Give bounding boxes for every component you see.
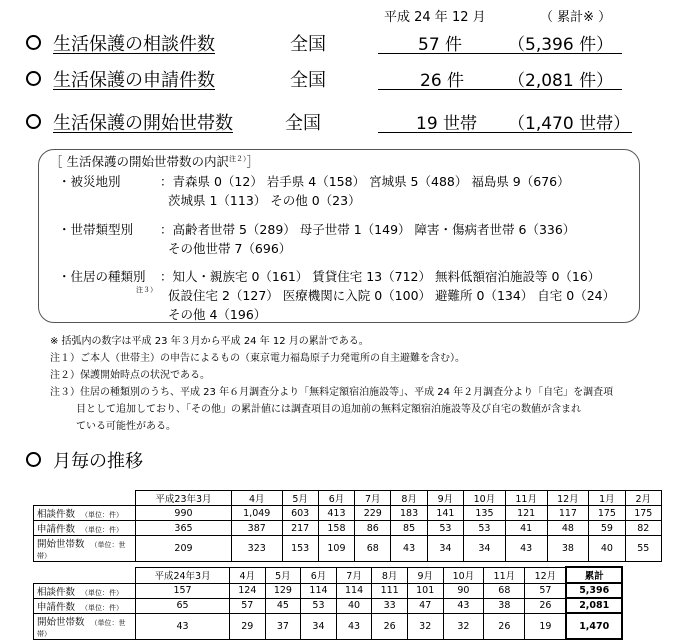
breakdown-title-text: ［ 生活保護の開始世帯数の内訳 — [50, 154, 229, 169]
household-line: その他世帯 7（696） — [168, 241, 292, 256]
summary-value-line — [378, 65, 622, 90]
table-cell: 109 — [318, 536, 354, 562]
row-label — [34, 613, 136, 639]
summary-value-line — [378, 108, 632, 133]
table-cell: 37 — [265, 613, 301, 639]
table-cell: 158 — [318, 521, 354, 536]
bullet-circle-icon — [26, 452, 41, 467]
table-cell: 43 — [505, 536, 547, 562]
table-cell: 121 — [505, 506, 547, 521]
summary-cumulative: （1,470 世帯） — [508, 114, 631, 134]
note-line: 注１）ご本人（世帯主）の申告によるもの（東京電力福島原子力発電所の自主避難を含む）。 — [50, 353, 465, 364]
table-header-cell: 1月 — [589, 491, 625, 506]
table-header-row — [34, 491, 662, 506]
table-cell: 101 — [407, 583, 443, 598]
table-cell: 323 — [231, 536, 282, 562]
disaster-label: ・被災地別 — [58, 174, 121, 189]
table-cell: 19 — [525, 613, 567, 639]
table-header-cell: 12月 — [525, 567, 567, 583]
summary-value-line — [378, 29, 622, 54]
table-cell: 43 — [136, 613, 230, 639]
table-cell: 135 — [464, 506, 506, 521]
summary-value: 57 件 — [418, 35, 463, 55]
disaster-line: ：青森県 0（12） 岩手県 4（158） 宮城県 5（488） 福島県 9（676） — [160, 174, 570, 189]
note-line: ている可能性がある。 — [76, 421, 176, 432]
table-cell: 53 — [301, 598, 337, 613]
table-cell: 59 — [589, 521, 625, 536]
table-cell: 603 — [282, 506, 318, 521]
table-cell: 183 — [391, 506, 427, 521]
breakdown-title-note: 注２） — [228, 154, 247, 163]
breakdown-title — [50, 152, 259, 170]
table-header-cell: 平成24年3月 — [136, 567, 230, 583]
note-line: ※ 括弧内の数字は平成 23 年３月から平成 24 年 12 月の累計である。 — [50, 336, 369, 347]
table-cell: 47 — [407, 598, 443, 613]
table-corner — [34, 567, 136, 583]
residence-label: ・住居の種類別 — [58, 269, 146, 284]
disaster-line: 茨城県 1（113） その他 0（23） — [168, 193, 361, 208]
table-total-cell: 1,470 — [566, 613, 622, 639]
note-line: 注２）保護開始時点の状況である。 — [50, 370, 210, 381]
summary-region: 全国 — [285, 113, 321, 134]
table-row — [34, 536, 662, 562]
table-header-cell: 7月 — [336, 567, 372, 583]
table-cell: 57 — [525, 583, 567, 598]
monthly-title: 月毎の推移 — [53, 451, 143, 472]
table-header-cell: 平成23年3月 — [136, 491, 232, 506]
row-unit: （単位：件） — [81, 603, 124, 612]
residence-note: 注３） — [136, 286, 157, 294]
table-cell: 65 — [136, 598, 230, 613]
table-cell: 413 — [318, 506, 354, 521]
table-cell: 85 — [391, 521, 427, 536]
table-cell: 57 — [230, 598, 266, 613]
table-header-cell: 5月 — [265, 567, 301, 583]
row-label — [34, 583, 136, 598]
table-header-cell: 9月 — [407, 567, 443, 583]
table-header-total: 累計 — [566, 567, 622, 583]
table-cell: 48 — [547, 521, 589, 536]
residence-line: その他 4（196） — [168, 307, 267, 322]
table-header-cell: 10月 — [464, 491, 506, 506]
table-header-cell: 2月 — [625, 491, 661, 506]
table-cell: 32 — [407, 613, 443, 639]
table-cell: 26 — [484, 613, 525, 639]
table-corner — [34, 491, 136, 506]
table-cell: 68 — [355, 536, 391, 562]
table-cell: 43 — [391, 536, 427, 562]
table-total-cell: 2,081 — [566, 598, 622, 613]
table-cell: 114 — [336, 583, 372, 598]
table-cell: 82 — [625, 521, 661, 536]
table-cell: 38 — [484, 598, 525, 613]
table-cell: 43 — [443, 598, 484, 613]
monthly-table-2012 — [33, 566, 623, 640]
table-cell: 45 — [265, 598, 301, 613]
summary-cumulative: （5,396 件） — [508, 35, 614, 55]
table-header-cell: 6月 — [301, 567, 337, 583]
table-cell: 229 — [355, 506, 391, 521]
table-header-cell: 11月 — [505, 491, 547, 506]
row-label — [34, 506, 136, 521]
table-cell: 175 — [625, 506, 661, 521]
summary-region: 全国 — [290, 70, 326, 91]
row-unit: （単位：世帯） — [37, 541, 126, 560]
table-cell: 124 — [230, 583, 266, 598]
table-header-cell: 4月 — [230, 567, 266, 583]
table-header-cell: 6月 — [318, 491, 354, 506]
residence-line: ：知人・親族宅 0（161） 賃貸住宅 13（712） 無料低額宿泊施設等 0（16） — [160, 269, 601, 284]
table-header-cell: 11月 — [484, 567, 525, 583]
row-label-text: 相談件数 — [37, 586, 76, 598]
summary-label: 生活保護の申請件数 — [53, 70, 215, 91]
table-row — [34, 598, 623, 613]
table-cell: 990 — [136, 506, 232, 521]
period-date: 平成 24 年 12 月 — [384, 10, 486, 25]
table-cell: 55 — [625, 536, 661, 562]
bullet-circle-icon — [26, 71, 41, 86]
table-header-cell: 4月 — [231, 491, 282, 506]
table-header-cell: 12月 — [547, 491, 589, 506]
table-cell: 114 — [301, 583, 337, 598]
table-header-cell: 7月 — [355, 491, 391, 506]
monthly-table-2011 — [33, 490, 662, 562]
row-label — [34, 536, 136, 562]
table-cell: 153 — [282, 536, 318, 562]
table-cell: 1,049 — [231, 506, 282, 521]
table-cell: 38 — [547, 536, 589, 562]
table-cell: 40 — [589, 536, 625, 562]
note-line: 注３）住居の種類別のうち、平成 23 年６月調査分より「無料定額宿泊施設等」、平成 24 年２月調査分より「自宅」を調査項 — [50, 387, 614, 398]
summary-value: 26 件 — [420, 71, 465, 91]
table-header-cell: 5月 — [282, 491, 318, 506]
note-line: 目として追加しており、「その他」の累計値には調査項目の追加前の無料定額宿泊施設等及び自宅の数値が含まれ — [76, 404, 581, 415]
table-cell: 53 — [427, 521, 463, 536]
summary-cumulative: （2,081 件） — [508, 71, 614, 91]
summary-region: 全国 — [290, 34, 326, 55]
table-cell: 33 — [372, 598, 408, 613]
table-header-row — [34, 567, 623, 583]
table-header-cell: 8月 — [391, 491, 427, 506]
table-cell: 90 — [443, 583, 484, 598]
household-line: ：高齢者世帯 5（289） 母子世帯 1（149） 障害・傷病者世帯 6（336） — [160, 222, 576, 237]
row-unit: （単位：件） — [81, 526, 124, 534]
table-cell: 111 — [372, 583, 408, 598]
table-row — [34, 583, 623, 598]
residence-line: 仮設住宅 2（127） 医療機関に入院 0（100） 避難所 0（134） 自宅 0（24） — [168, 288, 616, 303]
row-label-text: 開始世帯数 — [37, 539, 85, 550]
table-cell: 129 — [265, 583, 301, 598]
bullet-circle-icon — [26, 35, 41, 50]
table-cell: 175 — [589, 506, 625, 521]
table-header-cell: 8月 — [372, 567, 408, 583]
table-total-cell: 5,396 — [566, 583, 622, 598]
table-cell: 34 — [464, 536, 506, 562]
row-unit: （単位：件） — [81, 588, 124, 597]
table-header-cell: 10月 — [443, 567, 484, 583]
table-cell: 86 — [355, 521, 391, 536]
summary-value: 19 世帯 — [416, 114, 478, 134]
row-unit: （単位：件） — [81, 511, 124, 519]
row-label-text: 申請件数 — [37, 601, 76, 613]
summary-label: 生活保護の相談件数 — [53, 34, 215, 55]
table-cell: 32 — [443, 613, 484, 639]
row-unit: （単位：世帯） — [37, 618, 126, 638]
cumulative-header: （ 累計※ ） — [540, 10, 612, 25]
table-cell: 29 — [230, 613, 266, 639]
row-label-text: 申請件数 — [37, 524, 76, 535]
table-cell: 34 — [301, 613, 337, 639]
table-cell: 141 — [427, 506, 463, 521]
table-row — [34, 613, 623, 639]
table-cell: 43 — [336, 613, 372, 639]
table-cell: 117 — [547, 506, 589, 521]
row-label — [34, 598, 136, 613]
table-cell: 53 — [464, 521, 506, 536]
table-cell: 209 — [136, 536, 232, 562]
table-cell: 68 — [484, 583, 525, 598]
row-label-text: 開始世帯数 — [37, 616, 85, 628]
table-row — [34, 506, 662, 521]
table-cell: 40 — [336, 598, 372, 613]
row-label — [34, 521, 136, 536]
table-cell: 387 — [231, 521, 282, 536]
table-cell: 157 — [136, 583, 230, 598]
household-label: ・世帯類型別 — [58, 222, 134, 237]
table-cell: 41 — [505, 521, 547, 536]
table-cell: 26 — [372, 613, 408, 639]
summary-label: 生活保護の開始世帯数 — [53, 113, 233, 134]
table-cell: 365 — [136, 521, 232, 536]
bullet-circle-icon — [26, 114, 41, 129]
breakdown-title-close: ］ — [246, 154, 259, 169]
table-header-cell: 9月 — [427, 491, 463, 506]
table-row — [34, 521, 662, 536]
table-cell: 217 — [282, 521, 318, 536]
table-cell: 26 — [525, 598, 567, 613]
row-label-text: 相談件数 — [37, 509, 76, 520]
table-cell: 34 — [427, 536, 463, 562]
